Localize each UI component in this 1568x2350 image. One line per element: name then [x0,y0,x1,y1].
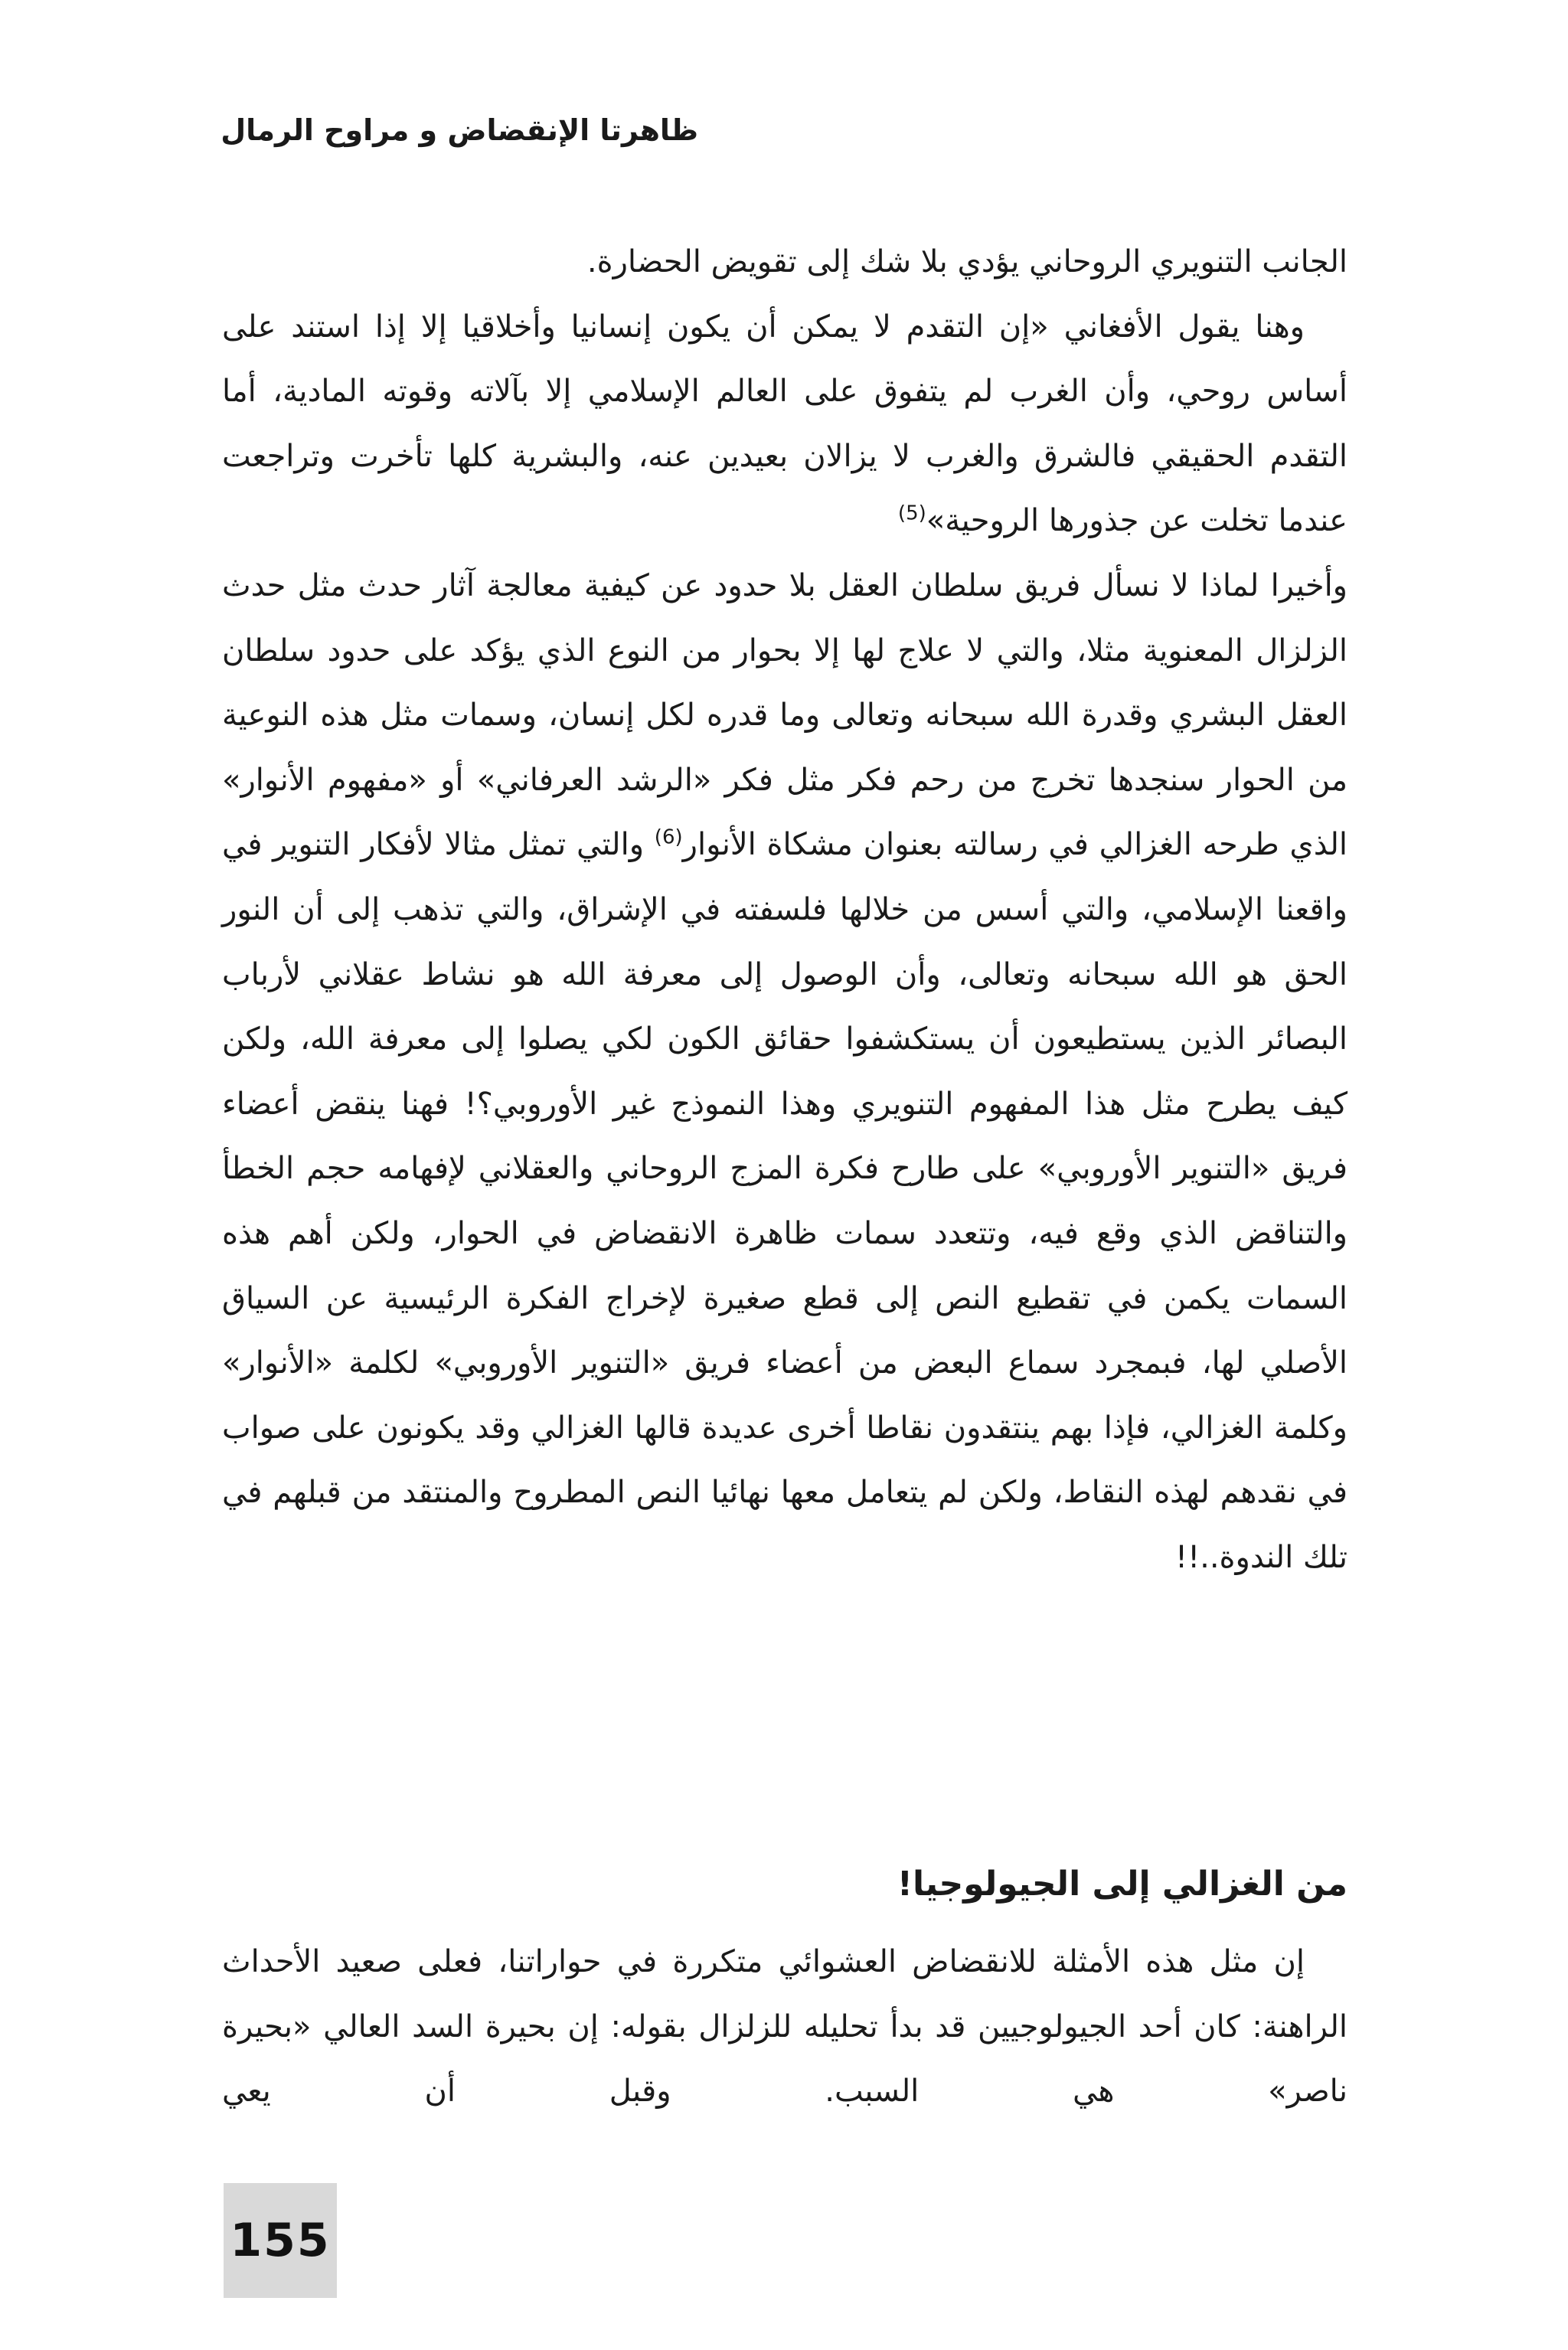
paragraph-1: الجانب التنويري الروحاني يؤدي بلا شك إلى تقويض الحضارة. [586,244,1348,279]
paragraph-2 [222,295,1348,554]
section-heading: من الغزالي إلى الجيولوجيا! [897,1865,1348,1904]
section-paragraph-1: إن مثل هذه الأمثلة للانقضاض العشوائي متكررة في حواراتنا، فعلى صعيد الأحداث الراهنة: كان أحد الجيولوجيين قد بدأ تحليله للزلزال بقوله: إن بحيرة السد العالي «بحيرة ناصر» هي السبب. وقبل أن يعي [222,1944,1348,2110]
footnote-ref-5: (5) [897,502,926,526]
section-body [222,1930,1348,2124]
paragraph-3 [222,554,1348,1590]
paragraph-3-text-b: والتي تمثل مثالا لأفكار التنوير في واقعنا الإسلامي، والتي أسس من خلالها فلسفته في الإشراق، والتي تذهب إلى أن النور الحق هو الله سبحانه وتعالى، وأن الوصول إلى معرفة الله هو نشاط عقلاني لأرباب البصائر الذين يستطيعون أن يستكشفوا حقائق الكون لكي يصلوا إلى معرفة الله، ولكن كيف يطرح مثل هذا المفهوم التنويري وهذا النموذج غير الأوروبي؟! فهنا ينقض أعضاء فريق «التنوير الأوروبي» على طارح فكرة المزج الروحاني والعقلاني لإفهامه حجم الخطأ والتناقض الذي وقع فيه، وتتعدد سمات ظاهرة الانقضاض في الحوار، ولكن أهم هذه السمات يكمن في تقطيع النص إلى قطع صغيرة لإخراج الفكرة الرئيسية عن السياق الأصلي لها، فبمجرد سماع البعض من أعضاء فريق «التنوير الأوروبي» لكلمة «الأنوار» وكلمة الغزالي، فإذا بهم ينتقدون نقاطا أخرى عديدة قالها الغزالي وقد يكونون على صواب في نقدهم لهذه النقاط، ولكن لم يتعامل معها نهائيا النص المطروح والمنتقد من قبلهم في تلك الندوة..!! [222,827,1348,1575]
page-number: 155 [230,2214,331,2267]
paragraph-2-text: وهنا يقول الأفغاني «إن التقدم لا يمكن أن يكون إنسانيا وأخلاقيا إلا إذا استند على أساس روحي، وأن الغرب لم يتفوق على العالم الإسلامي إلا بآلاته وقوته المادية، أما التقدم الحقيقي فالشرق والغرب لا يزالان بعيدين عنه، والبشرية كلها تأخرت وتراجعت عندما تخلت عن جذورها الروحية» [222,309,1348,539]
footnote-ref-6: (6) [654,826,683,850]
paragraph-3-text-a: وأخيرا لماذا لا نسأل فريق سلطان العقل بلا حدود عن كيفية معالجة آثار حدث مثل حدث الزلزال المعنوية مثلا، والتي لا علاج لها إلا بحوار من النوع الذي يؤكد على حدود سلطان العقل البشري وقدرة الله سبحانه وتعالى وما قدره لكل إنسان، وسمات مثل هذه النوعية من الحوار سنجدها تخرج من رحم فكر مثل فكر «الرشد العرفاني» أو «مفهوم الأنوار» الذي طرحه الغزالي في رسالته بعنوان مشكاة الأنوار [222,567,1348,863]
body-text [222,230,1348,1590]
running-header: ظاهرتا الإنقضاض و مراوح الرمال [220,113,698,147]
page-number-box [224,2183,337,2298]
